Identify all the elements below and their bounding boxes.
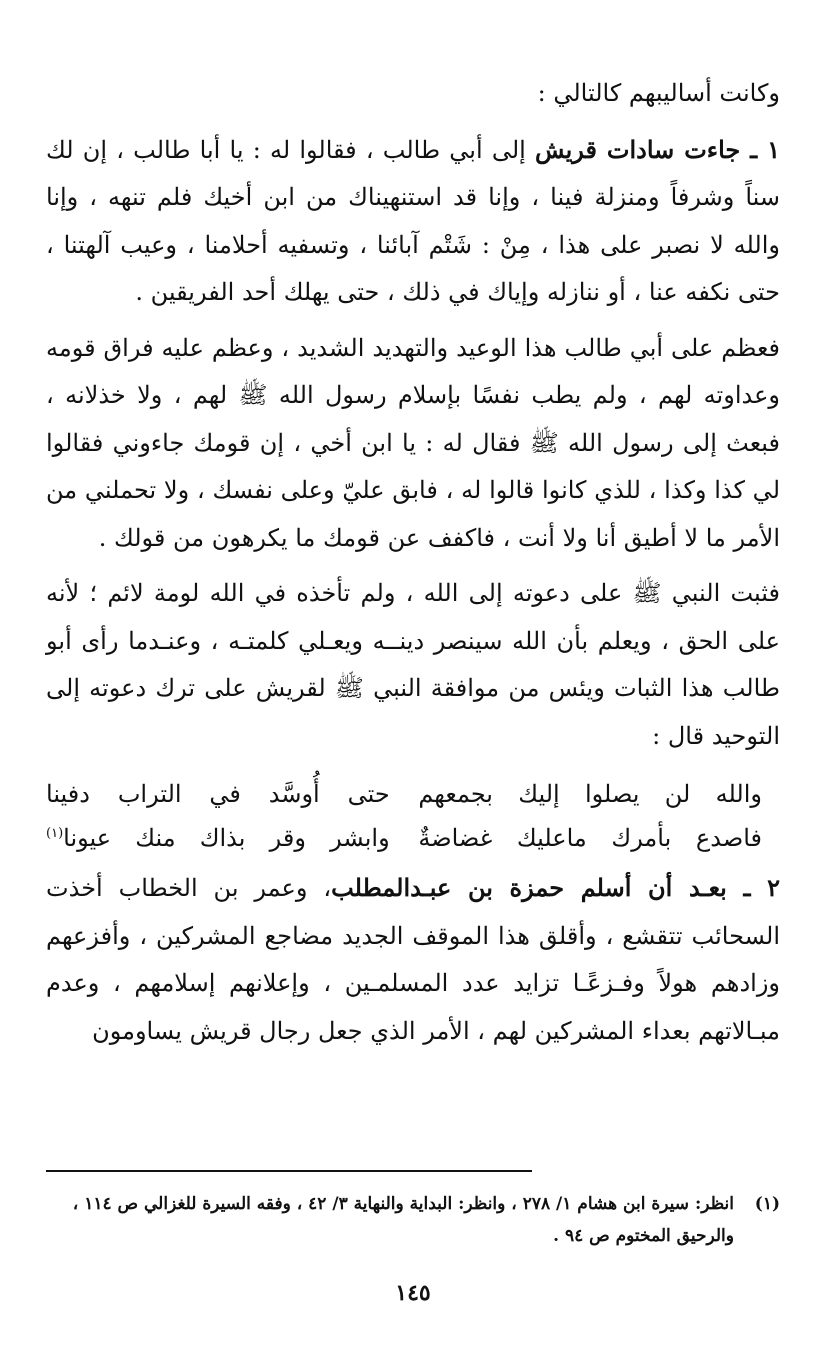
poem-verse <box>46 772 780 816</box>
paragraph-1-text: إلى أبي طالب ، فقالوا له : يا أبا طالب ، إن لك سناً وشرفاً ومنزلة فينا ، وإنا قد استنهيناك من ابن أخيك فلم تنهه ، وإنا والله لا نصبر على هذا ، مِنْ : شَتْم آبائنا ، وتسفيه أحلامنا ، وعيب آلهتنا ، حتى نكفه عنا ، أو ننازله وإياك في ذلك ، حتى يهلك أحد الفريقين . <box>46 135 780 306</box>
footnote-divider <box>46 1170 532 1172</box>
paragraph-3: فثبت النبي ﷺ على دعوته إلى الله ، ولم تأخذه في الله لومة لائم ؛ لأنه على الحق ، ويعلم بأن الله سينصر دينــه ويعـلي كلمتـه ، وعنـدما رأى أبو طالب هذا الثبات ويئس من موافقة النبي ﷺ لقريش على ترك دعوته إلى التوحيد قال : <box>46 579 780 750</box>
paragraph-1-lead: ١ ـ جاءت سادات قريش <box>535 134 780 164</box>
footnote <box>46 1188 780 1252</box>
poem-verse <box>46 816 780 860</box>
paragraph-4-lead: ٢ ـ بعـد أن أسلم حمزة بن عبـدالمطلب <box>331 873 781 902</box>
verse-second-half-text: وابشر وقر بذاك منك عيونا <box>63 824 390 852</box>
footnote-number: (١) <box>754 1194 780 1214</box>
footnote-reference[interactable]: (١) <box>46 826 64 841</box>
intro-line: وكانت أساليبهم كالتالي : <box>537 79 780 107</box>
paragraph-1 <box>46 126 780 317</box>
book-page <box>46 70 780 1347</box>
page-number: ١٤٥ <box>395 1280 431 1306</box>
verse-first-half: فاصدع بأمرك ماعليك غضاضةٌ <box>418 824 762 852</box>
paragraph-4 <box>46 864 780 1055</box>
verse-second-half <box>46 816 390 860</box>
verse-second-half: حتى أُوسَّد في التراب دفينا <box>46 780 390 808</box>
verse-first-half: والله لن يصلوا إليك بجمعهم <box>418 780 762 808</box>
poem <box>46 772 780 860</box>
paragraph-4-text: ، وعمر بن الخطاب أخذت السحائب تتقشع ، وأقلق هذا الموقف الجديد مضاجع المشركين ، وأفزعهم وزادهم هولاً وفـزعًـا تزايد عدد المسلمـين ، وإعلانهم إسلامهم ، وعدم مبـالاتهم بعداء المشركين لهم ، الأمر الذي جعل رجال قريش يساومون <box>46 874 780 1045</box>
paragraph-2: فعظم على أبي طالب هذا الوعيد والتهديد الشديد ، وعظم عليه فراق قومه وعداوته لهم ، ولم يطب نفسًا بإسلام رسول الله ﷺ لهم ، ولا خذلانه ، فبعث إلى رسول الله ﷺ فقال له : يا ابن أخي ، إن قومك جاءوني فقالوا لي كذا وكذا ، للذي كانوا قالوا له ، فابق عليّ وعلى نفسك ، ولا تحملني من الأمر ما لا أطيق أنا ولا أنت ، فاكفف عن قومك ما يكرهون من قولك . <box>46 333 780 552</box>
footnote-text: انظر: سيرة ابن هشام ١/ ٢٧٨ ، وانظر: البداية والنهاية ٣/ ٤٢ ، وفقه السيرة للغزالي ص ١١٤ ، والرحيق المختوم ص ٩٤ . <box>72 1194 734 1246</box>
